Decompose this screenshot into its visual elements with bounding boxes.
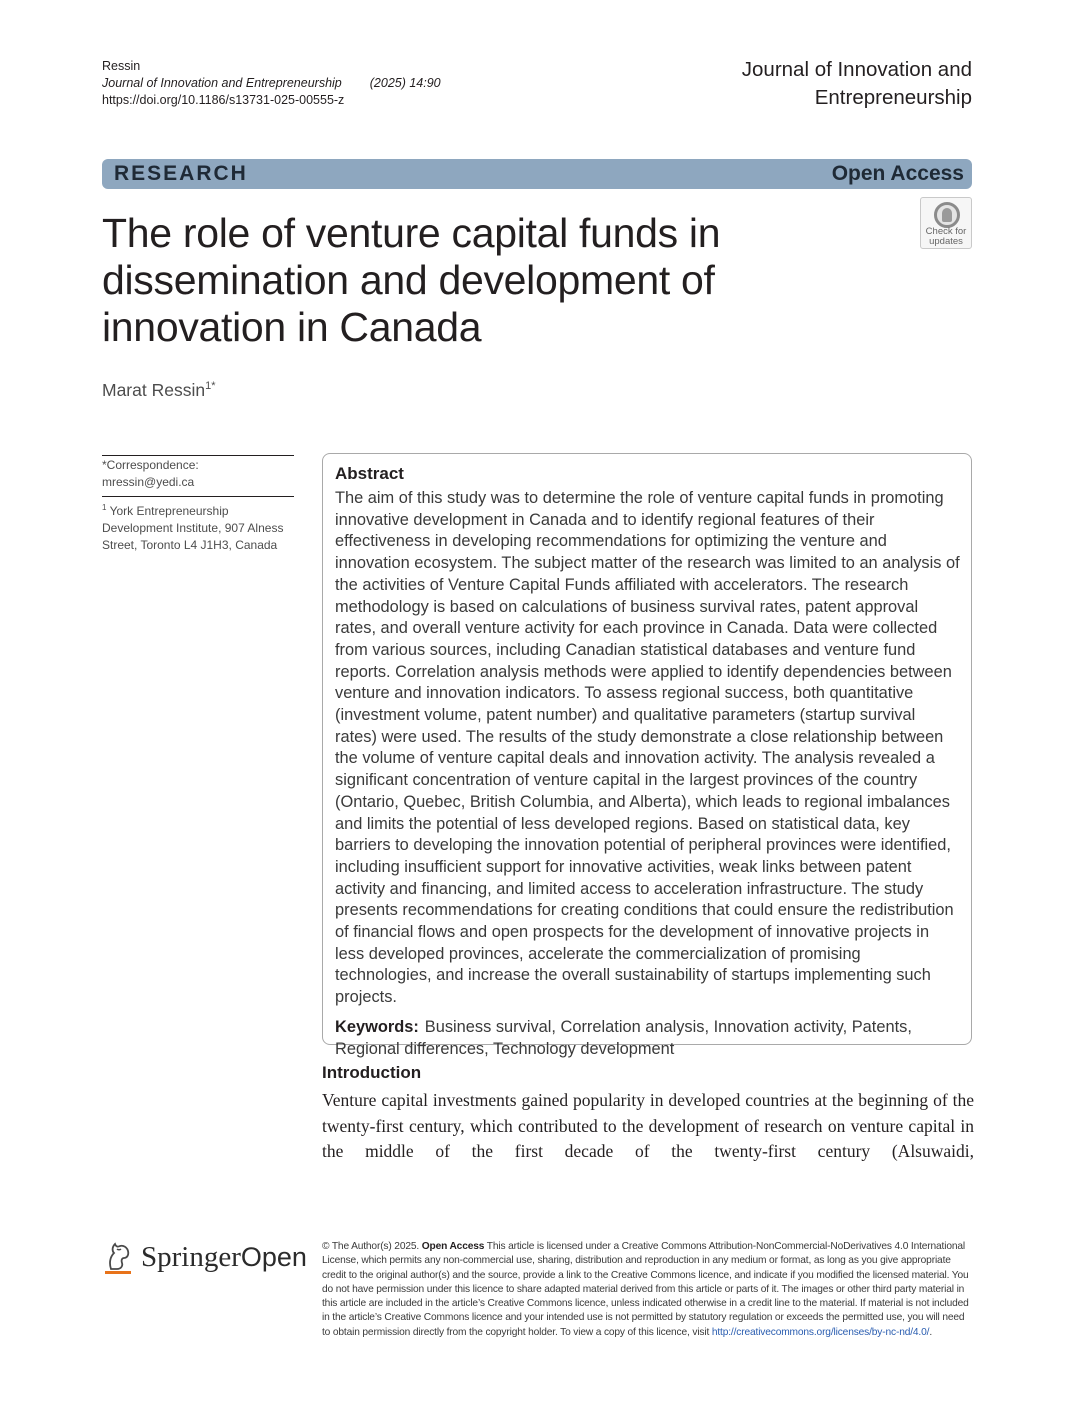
article-type-label: RESEARCH bbox=[114, 162, 248, 185]
correspondence-note bbox=[102, 455, 294, 491]
springer-wordmark bbox=[141, 1241, 307, 1274]
check-for-updates-icon bbox=[934, 202, 960, 228]
copyright-text: © The Author(s) 2025. bbox=[322, 1241, 420, 1252]
author-affiliation-marker: 1* bbox=[205, 380, 216, 392]
citation-journal-line bbox=[102, 75, 441, 92]
license-open-access: Open Access bbox=[421, 1241, 485, 1252]
citation-issue: (2025) 14:90 bbox=[369, 76, 441, 90]
keywords-list: Business survival, Correlation analysis, Innovation activity, Patents, Regional differences, Technology development bbox=[335, 1017, 912, 1058]
article-title: The role of venture capital funds in dissemination and development of innovation in Canada bbox=[102, 210, 721, 350]
license-end: . bbox=[929, 1326, 932, 1338]
abstract-box bbox=[322, 453, 972, 1058]
abstract-heading: Abstract bbox=[335, 464, 404, 483]
open-access-label: Open Access bbox=[831, 162, 964, 185]
journal-brand-line1: Journal of Innovation and bbox=[741, 58, 972, 81]
springer-name: Springer bbox=[141, 1241, 241, 1273]
affiliation-marker: 1 bbox=[102, 503, 107, 512]
introduction-heading: Introduction bbox=[322, 1063, 422, 1082]
author-line bbox=[102, 380, 216, 401]
article-type-banner bbox=[102, 159, 972, 189]
affiliation-text: York Entrepreneurship Development Institute, 907 Alness Street, Toronto L4 J1H3, Canada bbox=[102, 504, 284, 552]
citation-author: Ressin bbox=[102, 59, 141, 73]
affiliation-note bbox=[102, 496, 294, 554]
journal-brand-line2: Entrepreneurship bbox=[814, 86, 972, 109]
springer-open-suffix: Open bbox=[240, 1242, 307, 1272]
correspondence-label: *Correspondence: bbox=[102, 458, 199, 472]
correspondence-email[interactable]: mressin@yedi.ca bbox=[102, 475, 195, 489]
check-for-updates-button[interactable] bbox=[920, 197, 972, 249]
license-text: This article is licensed under a Creative Commons Attribution-NonCommercial-NoDerivatives 4.0 International License, which permits any non-commercial use, sharing, distribution and reproduction in any medium or format, as long as you give appropriate credit to the original author(s) and the source, provide a link to the Creative Commons licence, and indicate if you modified the licensed material. You do not have permission under this licence to share adapted material derived from this article or parts of it. The images or other third party material in this article are included in the article’s Creative Commons licence, unless indicated otherwise in a credit line to the material. If material is not included in the article’s Creative Commons licence and your intended use is not permitted by statutory regulation or exceeds the permitted use, you will need to obtain permission directly from the copyright holder. To view a copy of this licence, visit bbox=[322, 1241, 969, 1338]
introduction-text: Venture capital investments gained popularity in developed countries at the beginning of the twenty-first century, which contributed to the development of research on venture capital in the middle of the first decade of the twenty-first century (Alsuwaidi, bbox=[322, 1090, 974, 1161]
license-url-link[interactable]: http://creativecommons.org/licenses/by-nc-nd/4.0/ bbox=[711, 1326, 930, 1338]
keywords-label: Keywords: bbox=[335, 1017, 419, 1036]
citation-doi-link[interactable]: https://doi.org/10.1186/s13731-025-00555-z bbox=[102, 93, 345, 107]
journal-brand bbox=[672, 56, 972, 112]
check-for-updates-label bbox=[921, 227, 971, 247]
check-for-updates-line2: updates bbox=[929, 236, 963, 247]
springer-horse-icon bbox=[103, 1239, 133, 1277]
keywords bbox=[335, 1017, 960, 1060]
check-for-updates-line1: Check for bbox=[925, 226, 967, 237]
citation-block bbox=[102, 58, 441, 109]
citation-journal: Journal of Innovation and Entrepreneurship bbox=[102, 76, 342, 90]
author-name[interactable]: Marat Ressin bbox=[102, 380, 206, 400]
license-notice bbox=[322, 1240, 974, 1340]
abstract-text: The aim of this study was to determine the role of venture capital funds in promoting innovative development in Canada and to identify regional features of their effectiveness in developing recommendations for optimizing the venture and innovation ecosystem. The subject matter of the research was limited to an analysis of the activities of Venture Capital Funds affiliated with accelerators. The research methodology is based on calculations of business survival rates, patent approval rates, and overall venture activity for each province in Canada. Data were collected from various sources, including Canadian statistical databases and venture fund reports. Correlation analysis methods were applied to identify dependencies between venture and innovation indicators. To assess regional success, both quantitative (investment volume, patent number) and qualitative parameters (startup survival rates) were used. The results of the study demonstrate a close relationship between the volume of venture capital deals and innovation activity. The analysis revealed a significant concentration of venture capital in the largest provinces of the country (Ontario, Quebec, British Columbia, and Alberta), which leads to regional imbalances and limits the potential of less developed regions. Based on statistical data, key barriers to developing the innovation potential of peripheral provinces were identified, including insufficient support for innovative activities, weak links between patent activity and financing, and limited access to acceleration infrastructure. The study presents recommendations for creating conditions that could ensure the redistribution of financial flows and open prospects for the development of innovative projects in less developed provinces, accelerate the commercialization of promising technologies, and increase the overall sustainability of startups implementing such projects. bbox=[335, 489, 960, 1007]
